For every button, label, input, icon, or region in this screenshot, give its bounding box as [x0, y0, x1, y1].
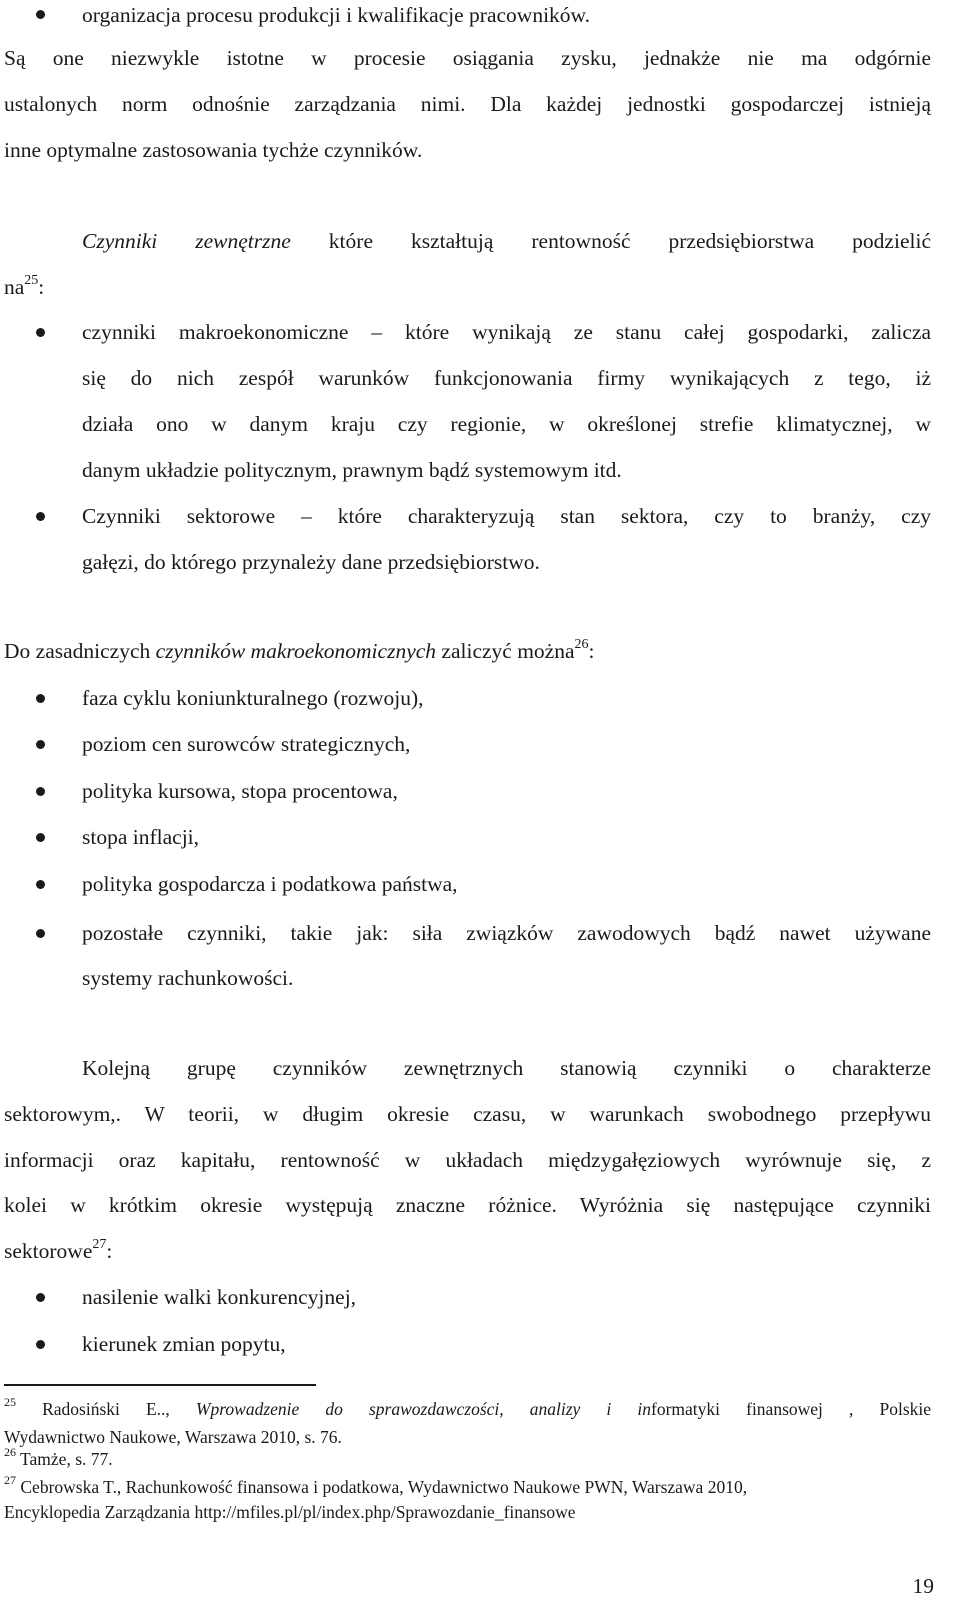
paragraph-line: kolei w krótkim okresie występują znaczne różnice. Wyróżnia się następujące czynniki — [4, 1193, 931, 1217]
paragraph-line: Do zasadniczych czynników makroekonomicznych zaliczyć można$^{26}$: — [4, 636, 595, 663]
list-item: czynniki makroekonomiczne – które wynikają ze stanu całej gospodarki, zalicza — [82, 320, 931, 344]
footnote-separator — [4, 1384, 316, 1386]
footnote-27-cont — [4, 1501, 576, 1523]
list-item-cont: działa ono w danym kraju czy regionie, w określonej strefie klimatycznej, w — [82, 412, 931, 436]
bullet-dot — [36, 512, 45, 521]
list-item-cont: systemy rachunkowości. — [82, 966, 294, 990]
bullet-dot — [36, 929, 45, 938]
list-item-cont: się do nich zespół warunków funkcjonowania firmy wynikających z tego, iż — [82, 366, 931, 390]
emphasis-text: Czynniki zewnętrzne — [82, 229, 291, 253]
paragraph-line: sektorowe$^{27}$: — [4, 1236, 113, 1263]
paragraph-line: $na^{25}$: — [4, 272, 45, 299]
paragraph-line: inne optymalne zastosowania tychże czynników. — [4, 138, 423, 162]
list-item-cont: gałęzi, do którego przynależy dane przedsiębiorstwo. — [82, 550, 540, 574]
list-item: kierunek zmian popytu, — [82, 1332, 286, 1356]
footnote-26: $^{26}$ Tamże, s. 77. — [4, 1445, 113, 1469]
page-number: 19 — [912, 1574, 934, 1598]
bullet-dot — [36, 1340, 45, 1349]
list-item: Czynniki sektorowe – które charakteryzują stan sektora, czy to branży, czy — [82, 504, 931, 528]
list-item: polityka kursowa, stopa procentowa, — [82, 779, 398, 803]
paragraph-line: ustalonych norm odnośnie zarządzania nimi. Dla każdej jednostki gospodarczej istnieją — [4, 92, 931, 116]
list-item: stopa inflacji, — [82, 825, 200, 849]
bullet-dot — [36, 694, 45, 703]
paragraph-line: Kolejną grupę czynników zewnętrznych stanowią czynniki o charakterze — [82, 1056, 931, 1080]
footnote-27: $^{27}$ Cebrowska T., Rachunkowość finansowa i podatkowa, Wydawnictwo Naukowe PWN, Warszawa 2010, — [4, 1473, 748, 1497]
bullet-dot — [36, 328, 45, 337]
paragraph-line: Są one niezwykle istotne w procesie osiągania zysku, jednakże nie ma odgórnie — [4, 46, 931, 70]
footnote-link: Encyklopedia Zarządzania http://mfiles.pl/pl/index.php/Sprawozdanie_finansowe — [4, 1502, 576, 1522]
list-item: faza cyklu koniunkturalnego (rozwoju), — [82, 686, 424, 710]
footnote-ref: 25 — [24, 272, 39, 288]
paragraph-line: sektorowym,. W teorii, w długim okresie czasu, w warunkach swobodnego przepływu — [4, 1102, 931, 1126]
paragraph-line: Czynniki zewnętrzne które kształtują rentowność przedsiębiorstwa podzielić — [82, 229, 931, 253]
list-item-cont: danym układzie politycznym, prawnym bądź systemowym itd. — [82, 458, 622, 482]
bullet-dot — [36, 10, 45, 19]
footnote-ref: 27 — [92, 1236, 107, 1252]
emphasis-text: czynników makroekonomicznych — [155, 639, 437, 663]
bullet-dot — [36, 787, 45, 796]
paragraph-line: informacji oraz kapitału, rentowność w układach międzygałęziowych wyrównuje się, z — [4, 1148, 931, 1172]
footnote-25-cont: Wydawnictwo Naukowe, Warszawa 2010, s. 76. — [4, 1427, 342, 1447]
list-item: pozostałe czynniki, takie jak: siła związków zawodowych bądź nawet używane — [82, 921, 931, 945]
list-item: organizacja procesu produkcji i kwalifikacje pracowników. — [82, 3, 591, 27]
bullet-dot — [36, 740, 45, 749]
bullet-dot — [36, 880, 45, 889]
bullet-dot — [36, 1293, 45, 1302]
list-item: polityka gospodarcza i podatkowa państwa, — [82, 872, 458, 896]
list-item: poziom cen surowców strategicznych, — [82, 732, 411, 756]
footnote-ref: 26 — [574, 636, 589, 652]
list-item: nasilenie walki konkurencyjnej, — [82, 1285, 357, 1309]
bullet-dot — [36, 833, 45, 842]
footnote-25: $^{25}$ Radosiński E.., Wprowadzenie do sprawozdawczości, analizy i informatyki finansowej , Polskie — [4, 1395, 932, 1419]
